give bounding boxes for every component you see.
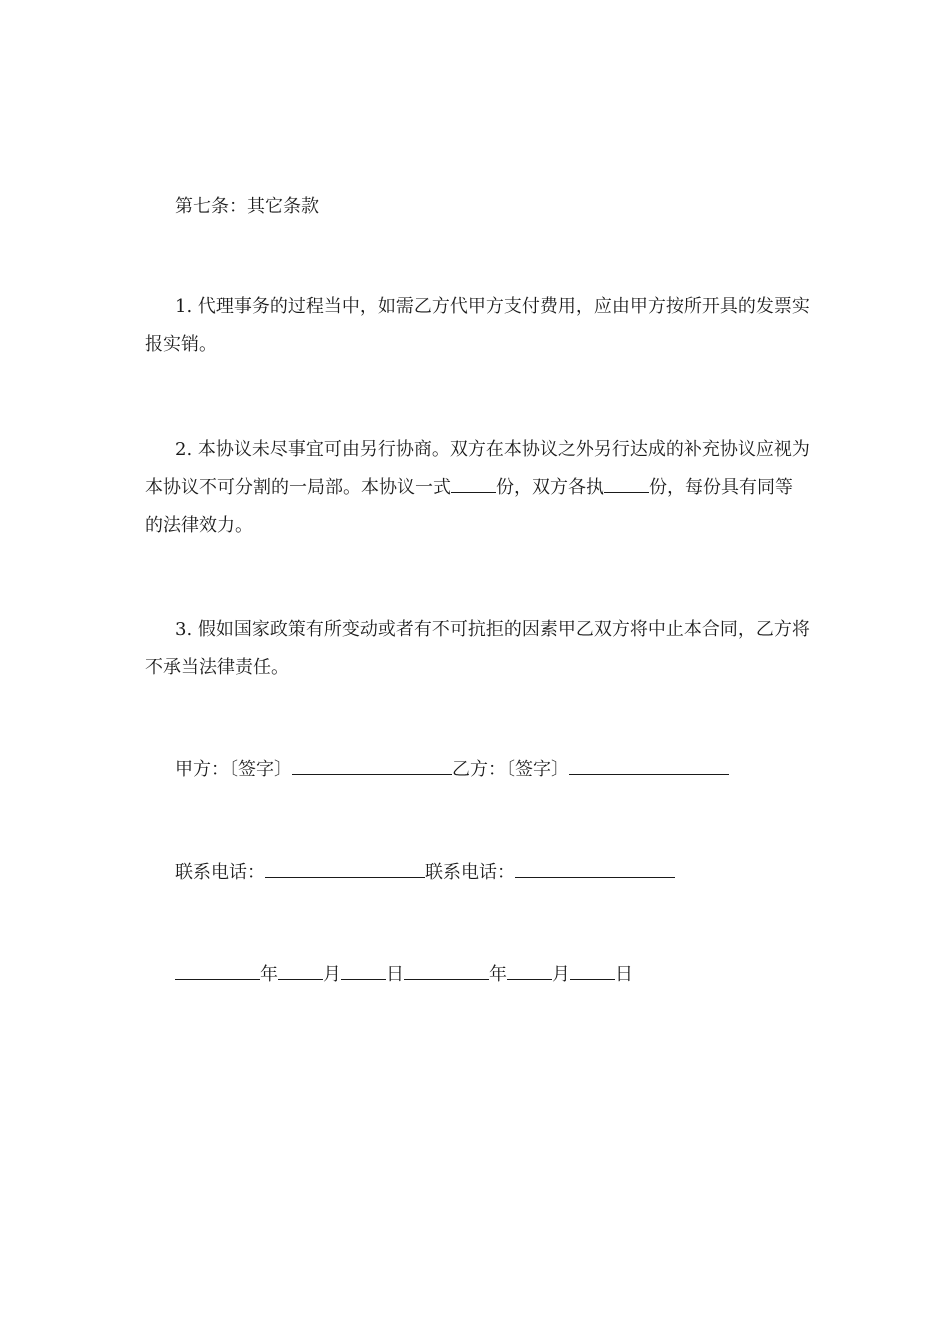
phone-a-blank <box>265 859 425 878</box>
clause-2 <box>145 431 810 545</box>
signature-line <box>175 751 729 789</box>
party-a-label: 甲方：〔签字〕 <box>175 759 292 780</box>
party-a-signature-blank <box>292 756 452 775</box>
clause-1: 1. 代理事务的过程当中，如需乙方代甲方支付费用，应由甲方按所开具的发票实报实销。 <box>145 296 810 355</box>
year-b-label: 年 <box>489 964 507 985</box>
day-b-label: 日 <box>615 964 633 985</box>
date-line <box>175 956 633 994</box>
phone-b-label: 联系电话： <box>425 862 515 883</box>
day-a-label: 日 <box>386 964 404 985</box>
clause-3: 3. 假如国家政策有所变动或者有不可抗拒的因素甲乙双方将中止本合同，乙方将不承当法律责任。 <box>145 619 810 678</box>
month-b-blank <box>507 961 552 980</box>
day-b-blank <box>570 961 615 980</box>
phone-a-label: 联系电话： <box>175 862 265 883</box>
party-b-label: 乙方：〔签字〕 <box>452 759 569 780</box>
month-a-blank <box>278 961 323 980</box>
year-b-blank <box>404 961 489 980</box>
copies-each-blank <box>604 474 649 493</box>
year-a-blank <box>175 961 260 980</box>
month-a-label: 月 <box>323 964 341 985</box>
phone-b-blank <box>515 859 675 878</box>
clause-2-part-a: 2. 本协议未尽事宜可由另行协商。双方在本协议之外另行达成的补充协议应视为本协议不可分割的一局部。本协议一式 <box>145 439 810 498</box>
article-heading: 第七条：其它条款 <box>175 196 319 217</box>
month-b-label: 月 <box>552 964 570 985</box>
copies-total-blank <box>451 474 496 493</box>
clause-2-part-b: 份，双方各执 <box>496 477 604 498</box>
year-a-label: 年 <box>260 964 278 985</box>
party-b-signature-blank <box>569 756 729 775</box>
phone-line <box>175 854 675 892</box>
day-a-blank <box>341 961 386 980</box>
clause-2-part-c: 份，每份具有同等的法律效力。 <box>145 477 793 536</box>
